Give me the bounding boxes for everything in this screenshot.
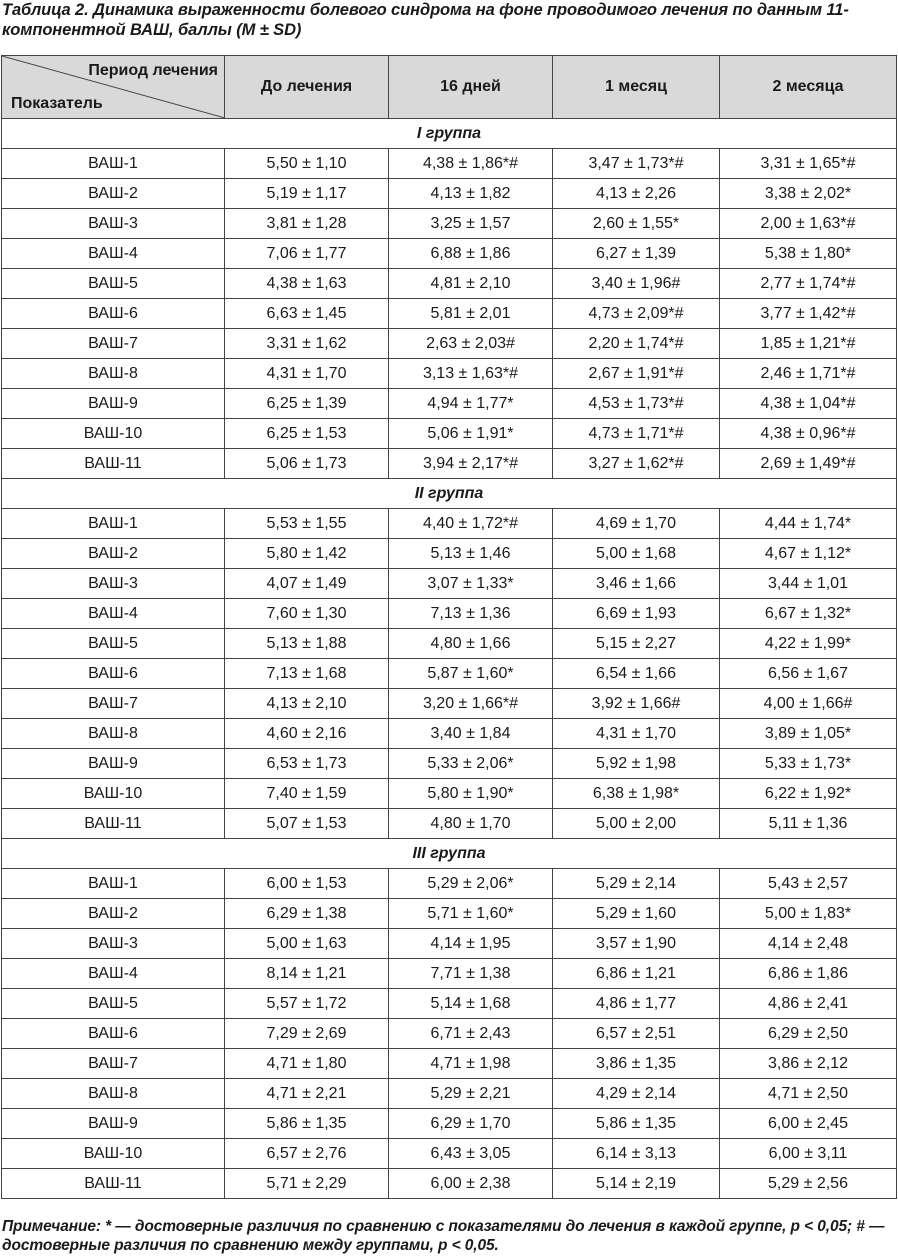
table-cell: 6,25 ± 1,39 — [225, 389, 389, 419]
table-caption: Таблица 2. Динамика выраженности болевого синдрома на фоне проводимого лечения по данным 11-компонентной ВАШ, баллы (M ± SD) — [2, 1, 849, 39]
table-cell: 5,87 ± 1,60* — [389, 659, 553, 689]
table-cell: 4,07 ± 1,49 — [225, 569, 389, 599]
table-cell: 6,63 ± 1,45 — [225, 299, 389, 329]
row-label: ВАШ-11 — [2, 449, 225, 479]
table-cell: 5,86 ± 1,35 — [225, 1109, 389, 1139]
table-cell: 6,57 ± 2,76 — [225, 1139, 389, 1169]
table-cell: 2,46 ± 1,71*# — [720, 359, 897, 389]
table-cell: 5,13 ± 1,88 — [225, 629, 389, 659]
row-label: ВАШ-7 — [2, 689, 225, 719]
table-row — [2, 299, 897, 329]
table-row — [2, 179, 897, 209]
table-row — [2, 509, 897, 539]
row-label: ВАШ-4 — [2, 239, 225, 269]
column-header-2-months: 2 месяца — [720, 56, 897, 119]
table-cell: 4,69 ± 1,70 — [553, 509, 720, 539]
row-label: ВАШ-6 — [2, 1019, 225, 1049]
table-cell: 7,60 ± 1,30 — [225, 599, 389, 629]
table-cell: 3,31 ± 1,62 — [225, 329, 389, 359]
table-cell: 4,80 ± 1,66 — [389, 629, 553, 659]
table-cell: 3,25 ± 1,57 — [389, 209, 553, 239]
table-cell: 7,06 ± 1,77 — [225, 239, 389, 269]
table-cell: 3,46 ± 1,66 — [553, 569, 720, 599]
table-cell: 6,00 ± 2,38 — [389, 1169, 553, 1199]
table-row — [2, 659, 897, 689]
group-header-row — [2, 119, 897, 149]
table-cell: 5,06 ± 1,73 — [225, 449, 389, 479]
table-cell: 3,27 ± 1,62*# — [553, 449, 720, 479]
table-cell: 5,00 ± 2,00 — [553, 809, 720, 839]
indicator-header: Показатель — [11, 95, 103, 112]
table-cell: 4,53 ± 1,73*# — [553, 389, 720, 419]
table-cell: 2,67 ± 1,91*# — [553, 359, 720, 389]
row-label: ВАШ-3 — [2, 929, 225, 959]
row-label: ВАШ-5 — [2, 269, 225, 299]
table-row — [2, 749, 897, 779]
table-cell: 4,73 ± 2,09*# — [553, 299, 720, 329]
row-label: ВАШ-6 — [2, 299, 225, 329]
row-label: ВАШ-5 — [2, 989, 225, 1019]
table-cell: 2,63 ± 2,03# — [389, 329, 553, 359]
row-label: ВАШ-9 — [2, 1109, 225, 1139]
table-cell: 4,13 ± 2,26 — [553, 179, 720, 209]
table-cell: 4,86 ± 1,77 — [553, 989, 720, 1019]
table-cell: 5,00 ± 1,68 — [553, 539, 720, 569]
table-row — [2, 719, 897, 749]
table-cell: 4,86 ± 2,41 — [720, 989, 897, 1019]
table-cell: 6,54 ± 1,66 — [553, 659, 720, 689]
column-header-16-days: 16 дней — [389, 56, 553, 119]
table-cell: 5,80 ± 1,42 — [225, 539, 389, 569]
table-row — [2, 539, 897, 569]
table-row — [2, 689, 897, 719]
table-cell: 4,94 ± 1,77* — [389, 389, 553, 419]
table-cell: 5,06 ± 1,91* — [389, 419, 553, 449]
table-cell: 4,67 ± 1,12* — [720, 539, 897, 569]
table-cell: 5,33 ± 2,06* — [389, 749, 553, 779]
table-cell: 4,00 ± 1,66# — [720, 689, 897, 719]
table-cell: 5,11 ± 1,36 — [720, 809, 897, 839]
table-cell: 5,53 ± 1,55 — [225, 509, 389, 539]
row-label: ВАШ-10 — [2, 1139, 225, 1169]
table-row — [2, 989, 897, 1019]
table-cell: 3,77 ± 1,42*# — [720, 299, 897, 329]
table-cell: 6,00 ± 3,11 — [720, 1139, 897, 1169]
table-cell: 6,67 ± 1,32* — [720, 599, 897, 629]
table-cell: 6,27 ± 1,39 — [553, 239, 720, 269]
table-cell: 2,69 ± 1,49*# — [720, 449, 897, 479]
table-row — [2, 239, 897, 269]
table-row — [2, 1109, 897, 1139]
group-title: II группа — [2, 479, 897, 509]
row-label: ВАШ-8 — [2, 359, 225, 389]
table-row — [2, 959, 897, 989]
table-row — [2, 269, 897, 299]
table-cell: 3,40 ± 1,84 — [389, 719, 553, 749]
table-cell: 4,73 ± 1,71*# — [553, 419, 720, 449]
table-cell: 7,13 ± 1,68 — [225, 659, 389, 689]
table-cell: 5,57 ± 1,72 — [225, 989, 389, 1019]
table-cell: 5,71 ± 1,60* — [389, 899, 553, 929]
table-cell: 3,86 ± 1,35 — [553, 1049, 720, 1079]
table-note: Примечание: * — достоверные различия по сравнению с показателями до лечения в каждой группе, p < 0,05; # — достоверные различия по сравнению между группами, p < 0,05. — [2, 1218, 885, 1254]
row-label: ВАШ-1 — [2, 149, 225, 179]
table-cell: 4,71 ± 2,21 — [225, 1079, 389, 1109]
table-cell: 5,81 ± 2,01 — [389, 299, 553, 329]
table-cell: 2,00 ± 1,63*# — [720, 209, 897, 239]
header-row — [2, 56, 897, 119]
table-cell: 3,44 ± 1,01 — [720, 569, 897, 599]
table-cell: 5,33 ± 1,73* — [720, 749, 897, 779]
table-row — [2, 929, 897, 959]
table-row — [2, 1079, 897, 1109]
table-body — [2, 119, 897, 1199]
row-label: ВАШ-11 — [2, 809, 225, 839]
table-cell: 5,14 ± 1,68 — [389, 989, 553, 1019]
table-cell: 6,38 ± 1,98* — [553, 779, 720, 809]
table-cell: 3,31 ± 1,65*# — [720, 149, 897, 179]
table-cell: 3,47 ± 1,73*# — [553, 149, 720, 179]
table-row — [2, 1169, 897, 1199]
table-cell: 4,38 ± 1,86*# — [389, 149, 553, 179]
table-cell: 5,15 ± 2,27 — [553, 629, 720, 659]
table-cell: 3,40 ± 1,96# — [553, 269, 720, 299]
table-cell: 6,22 ± 1,92* — [720, 779, 897, 809]
table-row — [2, 149, 897, 179]
table-row — [2, 1049, 897, 1079]
table-cell: 5,86 ± 1,35 — [553, 1109, 720, 1139]
table-cell: 7,71 ± 1,38 — [389, 959, 553, 989]
table-cell: 6,00 ± 1,53 — [225, 869, 389, 899]
table-cell: 3,89 ± 1,05* — [720, 719, 897, 749]
table-cell: 1,85 ± 1,21*# — [720, 329, 897, 359]
table-cell: 3,20 ± 1,66*# — [389, 689, 553, 719]
pain-scale-table — [1, 55, 897, 1199]
table-cell: 6,88 ± 1,86 — [389, 239, 553, 269]
table-row — [2, 359, 897, 389]
table-cell: 6,29 ± 1,70 — [389, 1109, 553, 1139]
row-label: ВАШ-8 — [2, 1079, 225, 1109]
row-label: ВАШ-2 — [2, 899, 225, 929]
table-row — [2, 599, 897, 629]
row-label: ВАШ-7 — [2, 1049, 225, 1079]
table-cell: 3,81 ± 1,28 — [225, 209, 389, 239]
diagonal-header-cell — [2, 56, 225, 119]
table-cell: 5,29 ± 2,14 — [553, 869, 720, 899]
table-cell: 5,43 ± 2,57 — [720, 869, 897, 899]
table-cell: 6,29 ± 2,50 — [720, 1019, 897, 1049]
row-label: ВАШ-9 — [2, 749, 225, 779]
table-cell: 4,29 ± 2,14 — [553, 1079, 720, 1109]
table-cell: 4,14 ± 1,95 — [389, 929, 553, 959]
row-label: ВАШ-10 — [2, 419, 225, 449]
table-cell: 3,38 ± 2,02* — [720, 179, 897, 209]
group-header-row — [2, 479, 897, 509]
table-cell: 3,92 ± 1,66# — [553, 689, 720, 719]
row-label: ВАШ-3 — [2, 209, 225, 239]
table-cell: 4,14 ± 2,48 — [720, 929, 897, 959]
table-row — [2, 569, 897, 599]
table-cell: 4,13 ± 1,82 — [389, 179, 553, 209]
table-cell: 4,31 ± 1,70 — [553, 719, 720, 749]
table-cell: 4,71 ± 2,50 — [720, 1079, 897, 1109]
table-cell: 3,57 ± 1,90 — [553, 929, 720, 959]
row-label: ВАШ-5 — [2, 629, 225, 659]
table-cell: 5,29 ± 2,56 — [720, 1169, 897, 1199]
table-cell: 7,13 ± 1,36 — [389, 599, 553, 629]
group-header-row — [2, 839, 897, 869]
table-cell: 3,07 ± 1,33* — [389, 569, 553, 599]
table-cell: 5,50 ± 1,10 — [225, 149, 389, 179]
table-cell: 3,94 ± 2,17*# — [389, 449, 553, 479]
table-cell: 6,56 ± 1,67 — [720, 659, 897, 689]
row-label: ВАШ-4 — [2, 959, 225, 989]
table-cell: 6,86 ± 1,86 — [720, 959, 897, 989]
table-cell: 2,60 ± 1,55* — [553, 209, 720, 239]
column-header-1-month: 1 месяц — [553, 56, 720, 119]
table-cell: 6,43 ± 3,05 — [389, 1139, 553, 1169]
period-header: Период лечения — [88, 62, 218, 79]
row-label: ВАШ-2 — [2, 539, 225, 569]
table-cell: 6,86 ± 1,21 — [553, 959, 720, 989]
table-row — [2, 809, 897, 839]
table-cell: 5,29 ± 2,06* — [389, 869, 553, 899]
table-cell: 5,13 ± 1,46 — [389, 539, 553, 569]
table-cell: 5,80 ± 1,90* — [389, 779, 553, 809]
table-cell: 2,77 ± 1,74*# — [720, 269, 897, 299]
table-cell: 6,57 ± 2,51 — [553, 1019, 720, 1049]
row-label: ВАШ-4 — [2, 599, 225, 629]
table-cell: 5,07 ± 1,53 — [225, 809, 389, 839]
row-label: ВАШ-7 — [2, 329, 225, 359]
table-cell: 5,00 ± 1,63 — [225, 929, 389, 959]
table-cell: 5,19 ± 1,17 — [225, 179, 389, 209]
row-label: ВАШ-9 — [2, 389, 225, 419]
table-cell: 5,71 ± 2,29 — [225, 1169, 389, 1199]
table-row — [2, 389, 897, 419]
table-cell: 7,40 ± 1,59 — [225, 779, 389, 809]
table-cell: 5,38 ± 1,80* — [720, 239, 897, 269]
table-row — [2, 329, 897, 359]
table-cell: 6,00 ± 2,45 — [720, 1109, 897, 1139]
table-cell: 4,80 ± 1,70 — [389, 809, 553, 839]
table-cell: 4,44 ± 1,74* — [720, 509, 897, 539]
table-cell: 5,00 ± 1,83* — [720, 899, 897, 929]
table-cell: 4,31 ± 1,70 — [225, 359, 389, 389]
table-row — [2, 209, 897, 239]
table-cell: 3,13 ± 1,63*# — [389, 359, 553, 389]
table-row — [2, 419, 897, 449]
table-cell: 4,22 ± 1,99* — [720, 629, 897, 659]
table-cell: 3,86 ± 2,12 — [720, 1049, 897, 1079]
table-row — [2, 779, 897, 809]
row-label: ВАШ-6 — [2, 659, 225, 689]
table-row — [2, 1139, 897, 1169]
row-label: ВАШ-3 — [2, 569, 225, 599]
table-cell: 5,29 ± 1,60 — [553, 899, 720, 929]
table-cell: 5,29 ± 2,21 — [389, 1079, 553, 1109]
row-label: ВАШ-8 — [2, 719, 225, 749]
table-cell: 5,92 ± 1,98 — [553, 749, 720, 779]
row-label: ВАШ-10 — [2, 779, 225, 809]
table-cell: 5,14 ± 2,19 — [553, 1169, 720, 1199]
row-label: ВАШ-1 — [2, 869, 225, 899]
table-cell: 6,69 ± 1,93 — [553, 599, 720, 629]
row-label: ВАШ-1 — [2, 509, 225, 539]
table-cell: 6,14 ± 3,13 — [553, 1139, 720, 1169]
table-row — [2, 449, 897, 479]
table-cell: 4,71 ± 1,80 — [225, 1049, 389, 1079]
table-cell: 7,29 ± 2,69 — [225, 1019, 389, 1049]
table-row — [2, 869, 897, 899]
table-cell: 4,40 ± 1,72*# — [389, 509, 553, 539]
group-title: I группа — [2, 119, 897, 149]
table-cell: 6,53 ± 1,73 — [225, 749, 389, 779]
table-cell: 2,20 ± 1,74*# — [553, 329, 720, 359]
table-cell: 4,81 ± 2,10 — [389, 269, 553, 299]
table-cell: 4,60 ± 2,16 — [225, 719, 389, 749]
table-row — [2, 1019, 897, 1049]
row-label: ВАШ-2 — [2, 179, 225, 209]
column-header-before: До лечения — [225, 56, 389, 119]
row-label: ВАШ-11 — [2, 1169, 225, 1199]
table-row — [2, 629, 897, 659]
table-cell: 6,71 ± 2,43 — [389, 1019, 553, 1049]
table-cell: 4,71 ± 1,98 — [389, 1049, 553, 1079]
group-title: III группа — [2, 839, 897, 869]
table-row — [2, 899, 897, 929]
table-cell: 4,38 ± 0,96*# — [720, 419, 897, 449]
table-cell: 8,14 ± 1,21 — [225, 959, 389, 989]
table-cell: 4,38 ± 1,63 — [225, 269, 389, 299]
table-cell: 6,29 ± 1,38 — [225, 899, 389, 929]
table-cell: 6,25 ± 1,53 — [225, 419, 389, 449]
table-cell: 4,13 ± 2,10 — [225, 689, 389, 719]
table-cell: 4,38 ± 1,04*# — [720, 389, 897, 419]
